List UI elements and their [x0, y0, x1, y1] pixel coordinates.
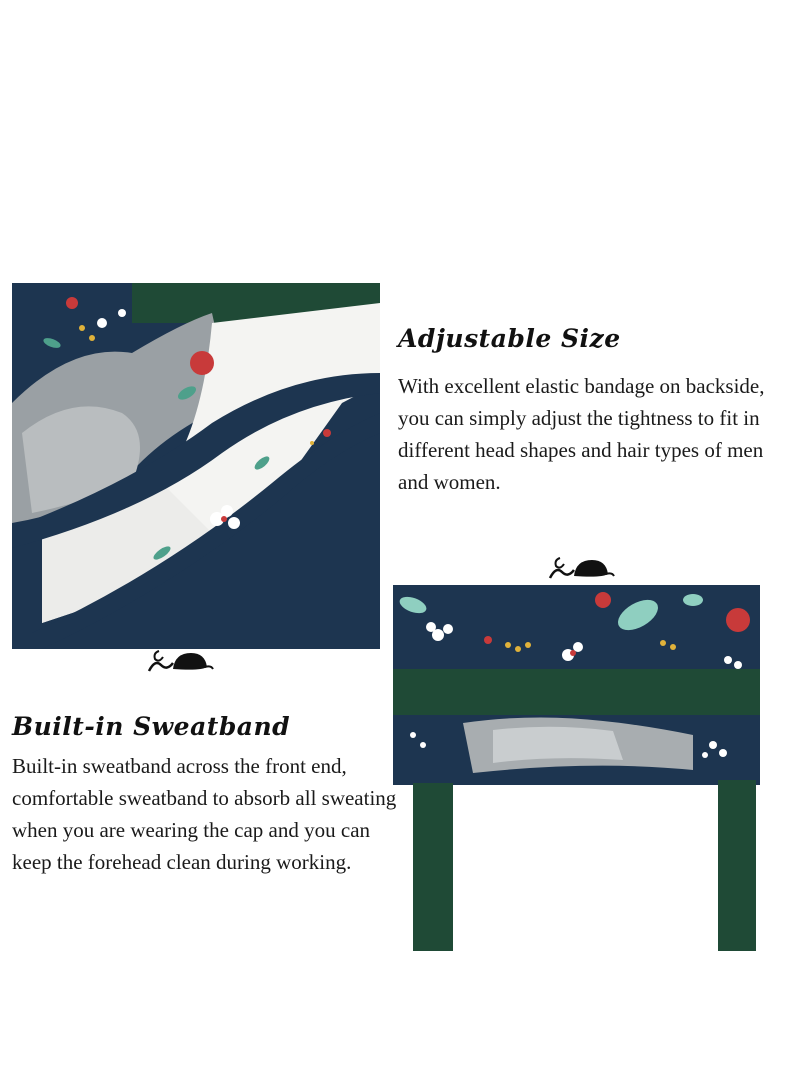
section-title-built-in-sweatband: Built-in Sweatband — [12, 712, 291, 741]
section-body-adjustable-size: With excellent elastic bandage on backside, you can simply adjust the tightness to fit in different head shapes and hair types of men and women. — [398, 374, 765, 494]
product-photo-sweatband — [393, 585, 760, 951]
sweatband-illustration — [393, 585, 760, 951]
section-title-adjustable-size: Adjustable Size — [398, 324, 621, 353]
section-body-built-in-sweatband: Built-in sweatband across the front end, comfortable sweatband to absorb all sweating when you are wearing the cap and you can keep the forehead clean during working. — [12, 754, 397, 874]
product-photo-inside-lining — [12, 283, 380, 649]
inside-lining-illustration — [12, 283, 380, 649]
snail-ornament-icon — [546, 552, 616, 588]
snail-ornament-icon — [145, 645, 215, 681]
